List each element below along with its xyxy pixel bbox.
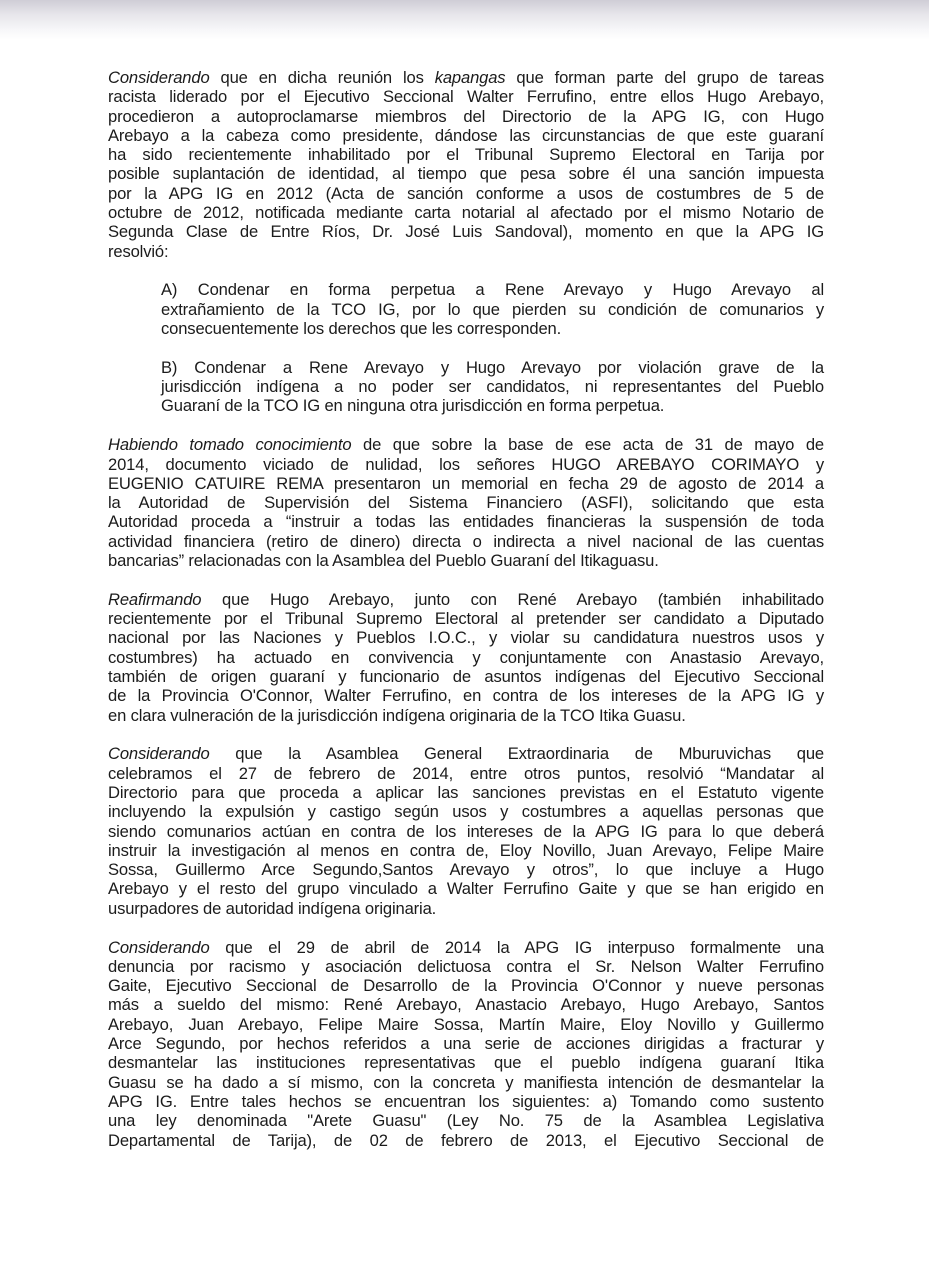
paragraph-considerando-3 bbox=[108, 938, 824, 1150]
text-line: posible suplantación de identidad, al tiempo que pesa sobre él una sanción impuesta bbox=[108, 164, 824, 184]
document-page bbox=[108, 68, 824, 1169]
text-line: Arce Segundo, por hechos referidos a una serie de acciones dirigidas a fracturar y bbox=[108, 1034, 824, 1054]
text-line: en clara vulneración de la jurisdicción indígena originaria de la TCO Itika Guasu. bbox=[108, 705, 686, 725]
text-line: recientemente por el Tribunal Supremo Electoral al pretender ser candidato a Diputado bbox=[108, 609, 824, 629]
text-line bbox=[108, 590, 824, 609]
italic-term: kapangas bbox=[434, 68, 506, 87]
paragraph-lead: Habiendo tomado conocimiento bbox=[108, 435, 352, 455]
paragraph-habiendo bbox=[108, 435, 824, 570]
text-span: que el 29 de abril de 2014 la APG IG interpuso formalmente una bbox=[209, 937, 824, 957]
text-line bbox=[108, 68, 824, 87]
text-line: EUGENIO CATUIRE REMA presentaron un memorial en fecha 29 de agosto de 2014 a bbox=[108, 473, 824, 493]
text-line: bancarias” relacionadas con la Asamblea del Pueblo Guaraní del Itikaguasu. bbox=[108, 551, 659, 571]
text-line bbox=[108, 744, 824, 763]
scan-shading bbox=[0, 0, 929, 40]
text-line: actividad financiera (retiro de dinero) directa o indirecta a nivel nacional de las cuentas bbox=[108, 531, 824, 551]
text-line: una ley denominada "Arete Guasu" (Ley No. 75 de la Asamblea Legislativa bbox=[108, 1111, 824, 1131]
text-line: incluyendo la expulsión y castigo según usos y costumbres a aquellas personas que bbox=[108, 802, 824, 822]
text-span: que Hugo Arebayo, junto con René Arebayo (también inhabilitado bbox=[201, 589, 824, 609]
paragraph-lead: Considerando bbox=[108, 937, 210, 957]
text-line: Departamental de Tarija), de 02 de febrero de 2013, el Ejecutivo Seccional de bbox=[108, 1130, 824, 1150]
text-line: costumbres) ha actuado en convivencia y conjuntamente con Anastasio Arevayo, bbox=[108, 647, 824, 667]
text-line: Autoridad proceda a “instruir a todas las entidades financieras la suspensión de toda bbox=[108, 512, 824, 532]
text-line: Guasu se ha dado a sí mismo, con la concreta y manifiesta intención de desmantelar la bbox=[108, 1072, 824, 1092]
text-line: Guaraní de la TCO IG en ninguna otra jurisdicción en forma perpetua. bbox=[161, 396, 665, 416]
paragraph-considerando-1 bbox=[108, 68, 824, 261]
paragraph-considerando-2 bbox=[108, 744, 824, 918]
text-line: 2014, documento viciado de nulidad, los señores HUGO AREBAYO CORIMAYO y bbox=[108, 454, 824, 474]
text-line: jurisdicción indígena a no poder ser candidatos, ni representantes del Pueblo bbox=[161, 377, 824, 397]
text-span: que la Asamblea General Extraordinaria de Mburuvichas que bbox=[209, 744, 824, 764]
text-line: instruir la investigación al menos en contra de, Eloy Novillo, Juan Arevayo, Felipe Maire bbox=[108, 840, 824, 860]
text-line: siendo comunarios actúan en contra de los intereses de la APG IG para lo que deberá bbox=[108, 821, 824, 841]
text-line: Segunda Clase de Entre Ríos, Dr. José Luis Sandoval), momento en que la APG IG bbox=[108, 222, 824, 242]
text-line: Sossa, Guillermo Arce Segundo,Santos Arevayo y otros”, lo que incluye a Hugo bbox=[108, 860, 824, 880]
text-line: Gaite, Ejecutivo Seccional de Desarrollo de la Provincia O'Connor y nueve personas bbox=[108, 976, 824, 996]
text-line: Directorio para que proceda a aplicar las sanciones previstas en el Estatuto vigente bbox=[108, 783, 824, 802]
text-span: que en dicha reunión los bbox=[220, 68, 435, 87]
text-line: denuncia por racismo y asociación delictuosa contra el Sr. Nelson Walter Ferrufino bbox=[108, 956, 824, 976]
text-span: de que sobre la base de ese acta de 31 de mayo de bbox=[351, 435, 825, 455]
text-line: B) Condenar a Rene Arevayo y Hugo Arevayo por violación grave de la bbox=[161, 357, 824, 377]
text-line bbox=[108, 938, 824, 957]
text-line: APG IG. Entre tales hechos se encuentran los siguientes: a) Tomando como sustento bbox=[108, 1091, 824, 1111]
text-line: procedieron a autoproclamarse miembros del Directorio de la APG IG, con Hugo bbox=[108, 106, 824, 126]
text-line: consecuentemente los derechos que les corresponden. bbox=[161, 319, 562, 339]
text-line: celebramos el 27 de febrero de 2014, entre otros puntos, resolvió “Mandatar al bbox=[108, 763, 824, 783]
text-line: la Autoridad de Supervisión del Sistema Financiero (ASFI), solicitando que esta bbox=[108, 493, 824, 513]
resolution-b bbox=[161, 358, 824, 416]
paragraph-lead: Considerando bbox=[108, 68, 210, 87]
text-line: nacional por las Naciones y Pueblos I.O.C., y violar su candidatura nuestros usos y bbox=[108, 628, 824, 648]
text-line: Arebayo y el resto del grupo vinculado a Walter Ferrufino Gaite y que se han erigido en bbox=[108, 879, 824, 899]
text-line bbox=[108, 435, 824, 454]
text-line: de la Provincia O'Connor, Walter Ferrufino, en contra de los intereses de la APG IG y bbox=[108, 686, 824, 706]
text-line: resolvió: bbox=[108, 241, 169, 261]
text-line: extrañamiento de la TCO IG, por lo que pierden su condición de comunarios y bbox=[161, 299, 824, 319]
paragraph-lead: Reafirmando bbox=[108, 589, 202, 609]
text-line: también de origen guaraní y funcionario de asuntos indígenas del Ejecutivo Seccional bbox=[108, 667, 824, 687]
resolution-a bbox=[161, 280, 824, 338]
text-line: más a sueldo del mismo: René Arebayo, Anastacio Arebayo, Hugo Arebayo, Santos bbox=[108, 995, 824, 1015]
paragraph-lead: Considerando bbox=[108, 744, 210, 764]
text-line: racista liderado por el Ejecutivo Seccional Walter Ferrufino, entre ellos Hugo Arebayo, bbox=[108, 87, 824, 107]
text-span: que forman parte del grupo de tareas bbox=[505, 68, 824, 87]
text-line: A) Condenar en forma perpetua a Rene Arevayo y Hugo Arevayo al bbox=[161, 280, 824, 300]
paragraph-reafirmando bbox=[108, 590, 824, 725]
text-line: octubre de 2012, notificada mediante carta notarial al afectado por el mismo Notario de bbox=[108, 203, 824, 223]
text-line: desmantelar las instituciones representativas que el pueblo indígena guaraní Itika bbox=[108, 1053, 824, 1073]
text-line: usurpadores de autoridad indígena originaria. bbox=[108, 898, 437, 918]
text-line: Arebayo, Juan Arebayo, Felipe Maire Sossa, Martín Maire, Eloy Novillo y Guillermo bbox=[108, 1014, 824, 1034]
text-line: Arebayo a la cabeza como presidente, dándose las circunstancias de que este guaraní bbox=[108, 125, 824, 145]
text-line: por la APG IG en 2012 (Acta de sanción conforme a usos de costumbres de 5 de bbox=[108, 183, 824, 203]
text-line: ha sido recientemente inhabilitado por el Tribunal Supremo Electoral en Tarija por bbox=[108, 145, 824, 165]
